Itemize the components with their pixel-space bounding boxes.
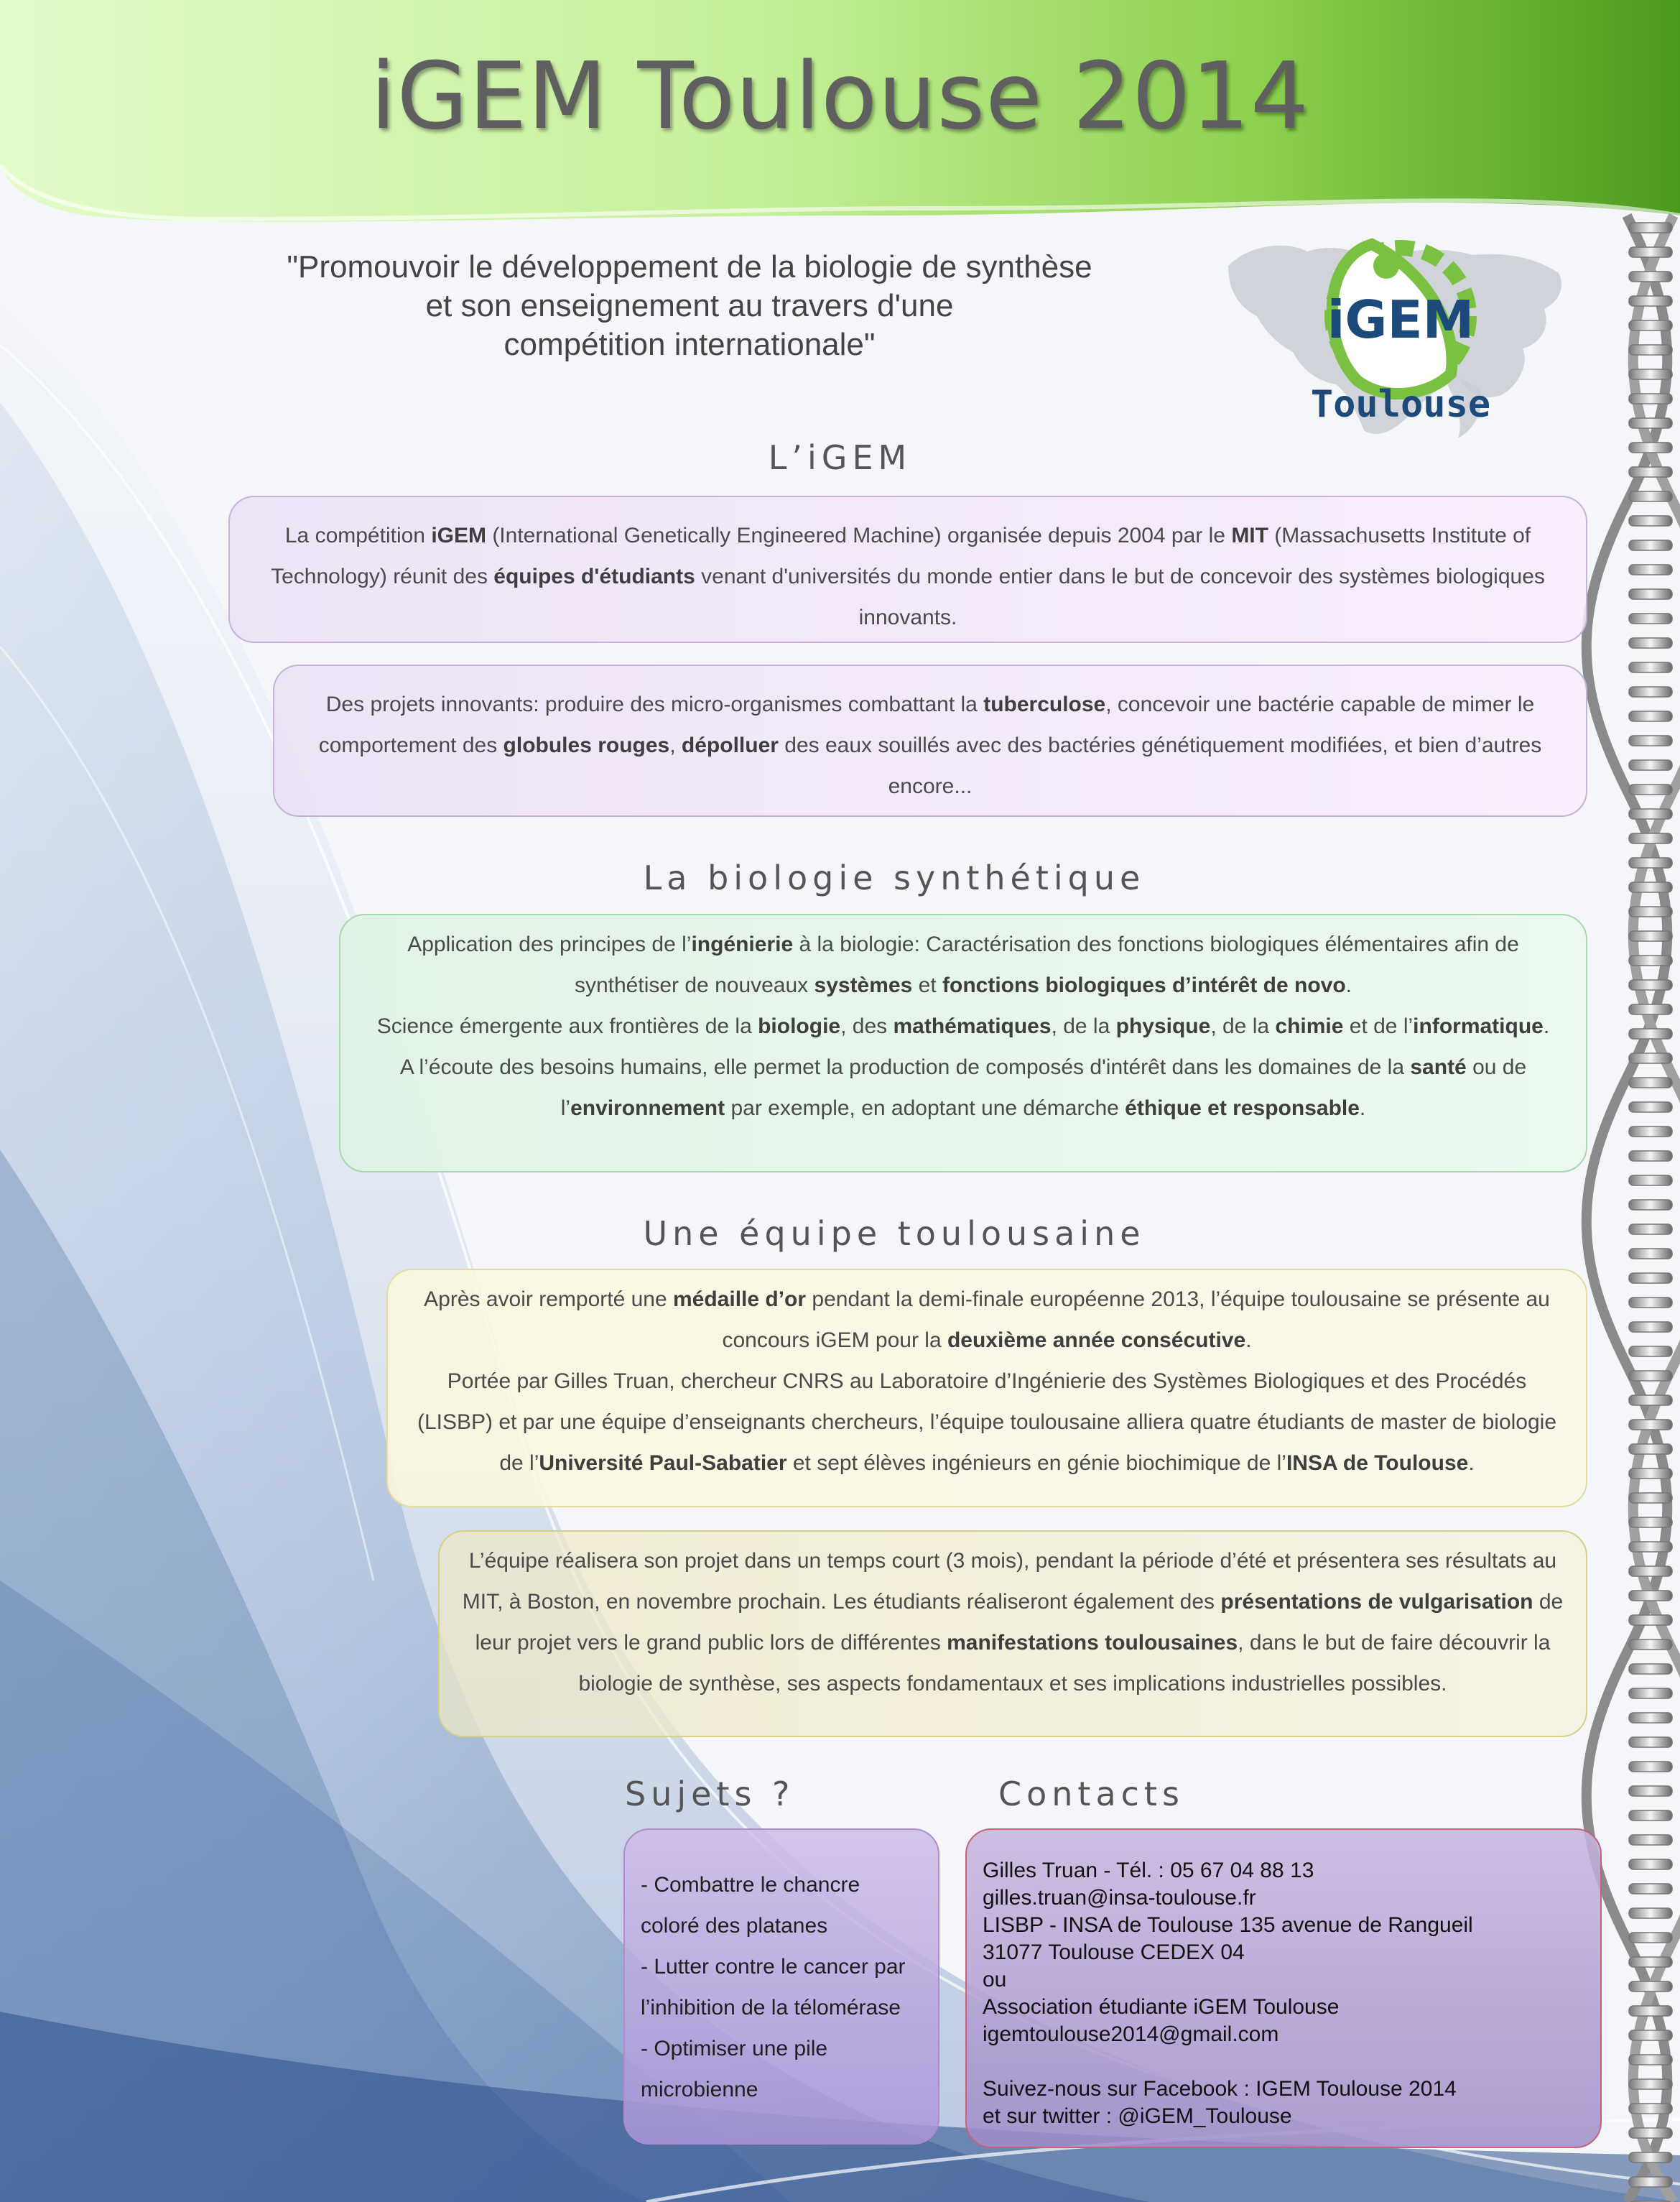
dna-rung — [1629, 491, 1672, 501]
bold-term: fonctions biologiques d’intérêt de novo — [942, 973, 1346, 997]
dna-rung — [1629, 1908, 1672, 1918]
dna-rung — [1629, 638, 1672, 648]
dna-rung — [1629, 1713, 1672, 1723]
dna-rung — [1629, 687, 1672, 697]
contact-line: Association étudiante iGEM Toulouse — [983, 1995, 1340, 2019]
bold-term: tuberculose — [983, 693, 1106, 716]
dna-rung — [1629, 345, 1672, 355]
dna-rung — [1629, 1664, 1672, 1674]
biology-para: Application des principes de l’ingénierie à la biologie: Caractérisation des fonctions biologiques élémentaires afin de synthétiser de nouveaux systèmes et fonctions biologiques d’intérêt de novo. — [407, 933, 1519, 997]
dna-rung — [1629, 1884, 1672, 1894]
section-heading-team: Une équipe toulousaine — [643, 1214, 1146, 1253]
igem-toulouse-logo — [1221, 223, 1580, 453]
bold-term: environnement — [570, 1096, 725, 1120]
dna-rung — [1629, 2177, 1672, 2187]
dna-rung — [1629, 247, 1672, 257]
bold-term: mathématiques — [893, 1014, 1052, 1038]
page-title: iGEM Toulouse 2014 — [370, 43, 1310, 150]
dna-rung — [1629, 833, 1672, 843]
bold-term: informatique — [1413, 1014, 1544, 1038]
dna-rung — [1629, 296, 1672, 306]
dna-rung — [1629, 565, 1672, 575]
contact-line: 31077 Toulouse CEDEX 04 — [983, 1940, 1245, 1964]
dna-rung — [1629, 320, 1672, 330]
dna-rung — [1629, 1151, 1672, 1161]
dna-rung — [1629, 1688, 1672, 1698]
dna-rung — [1629, 1835, 1672, 1845]
dna-rung — [1629, 1859, 1672, 1869]
dna-rung — [1629, 1468, 1672, 1479]
dna-rung — [1629, 1981, 1672, 1991]
quote-line: compétition internationale" — [503, 327, 876, 362]
dna-rung — [1629, 1639, 1672, 1650]
dna-rung — [1629, 785, 1672, 795]
dna-rung — [1629, 907, 1672, 917]
bold-term: santé — [1410, 1055, 1467, 1079]
bold-term: médaille d’or — [673, 1287, 807, 1311]
dna-rung — [1629, 2104, 1672, 2114]
dna-rung — [1629, 1200, 1672, 1210]
dna-rung — [1629, 2079, 1672, 2089]
dna-rung — [1629, 1175, 1672, 1185]
logo-igem-text: iGEM — [1327, 290, 1475, 350]
bold-term: dépolluer — [681, 734, 779, 757]
contact-spacer — [983, 2048, 1586, 2076]
dna-rung — [1629, 956, 1672, 966]
team-project-box — [438, 1530, 1587, 1737]
dna-rung — [1629, 1371, 1672, 1381]
team-para: Après avoir remporté une médaille d’or pendant la demi-finale européenne 2013, l’équipe toulousaine se présente au concours iGEM pour la deuxième année consécutive. — [424, 1287, 1550, 1352]
dna-rung — [1629, 1322, 1672, 1332]
dna-rung — [1629, 1762, 1672, 1772]
dna-rung — [1629, 1420, 1672, 1430]
bold-term: systèmes — [814, 973, 913, 997]
biology-para: A l’écoute des besoins humains, elle permet la production de composés d'intérêt dans les domaines de la santé ou de l’environnement par exemple, en adoptant une démarche éthique et responsable. — [399, 1055, 1527, 1120]
team-box — [386, 1269, 1587, 1507]
biology-para: Science émergente aux frontières de la biologie, des mathématiques, de la physique, de la chimie et de l’informatique. — [376, 1014, 1550, 1038]
igem-intro-text: La compétition iGEM (International Genetically Engineered Machine) organisée depuis 2004 par le MIT (Massachusetts Institute of Technology) réunit des équipes d'étudiants venant d'universités du monde entier dans le but de concevoir des systèmes biologiques innovants. — [271, 524, 1545, 629]
section-heading-sujets: Sujets ? — [625, 1775, 795, 1813]
contact-email-link[interactable]: igemtoulouse2014@gmail.com — [983, 2022, 1279, 2046]
quote-line: "Promouvoir le développement de la biologie de synthèse — [287, 249, 1092, 284]
dna-rung — [1629, 1297, 1672, 1308]
dna-rung — [1629, 369, 1672, 379]
dna-rung — [1629, 1273, 1672, 1283]
dna-rung — [1629, 272, 1672, 282]
dna-rung — [1629, 1810, 1672, 1821]
dna-rung — [1629, 662, 1672, 672]
biology-box — [339, 914, 1587, 1172]
igem-projects-text: Des projets innovants: produire des micro-organismes combattant la tuberculose, concevoir une bactérie capable de mimer le comportement des globules rouges, dépolluer des eaux souillés avec des bactéries génétiquement modifiées, et bien d’autres encore... — [318, 693, 1542, 798]
contact-facebook-link[interactable]: Suivez-nous sur Facebook : IGEM Toulouse 2014 — [983, 2077, 1457, 2101]
dna-rung — [1629, 1102, 1672, 1112]
dna-rung — [1629, 540, 1672, 550]
dna-rung — [1629, 2128, 1672, 2138]
team-project-text: L’équipe réalisera son projet dans un temps court (3 mois), pendant la période d’été et présentera ses résultats au MIT, à Boston, en novembre prochain. Les étudiants réaliseront également des présentations de vulgarisation de leur projet vers le grand public lors de différentes manifestations toulousaines, dans le but de faire découvrir la biologie de synthèse, ses aspects fondamentaux et ses implications industrielles possibles. — [462, 1549, 1564, 1696]
dna-rung — [1629, 809, 1672, 819]
dna-rung — [1629, 1004, 1672, 1014]
bold-term: INSA de Toulouse — [1286, 1451, 1469, 1475]
team-para: Portée par Gilles Truan, chercheur CNRS au Laboratoire d’Ingénierie des Systèmes Biologiques et des Procédés (LISBP) et par une équipe d’enseignants chercheurs, l’équipe toulousaine alliera quatre étudiants de master de biologie de l’Université Paul-Sabatier et sept élèves ingénieurs en génie biochimique de l’INSA de Toulouse. — [417, 1369, 1557, 1475]
dna-rung — [1629, 1493, 1672, 1503]
dna-rung — [1629, 1053, 1672, 1063]
logo-city-text: Toulouse — [1310, 383, 1491, 426]
bold-term: présentations de vulgarisation — [1220, 1590, 1533, 1614]
bold-term: MIT — [1231, 524, 1268, 547]
dna-rung — [1629, 516, 1672, 526]
dna-rung — [1629, 736, 1672, 746]
bold-term: chimie — [1275, 1014, 1344, 1038]
bold-term: ingénierie — [691, 933, 794, 956]
section-heading-contacts: Contacts — [998, 1775, 1184, 1813]
dna-rung — [1629, 614, 1672, 624]
bold-term: deuxième année consécutive — [947, 1328, 1246, 1352]
dna-rung — [1629, 1566, 1672, 1576]
dna-rung — [1629, 1444, 1672, 1454]
igem-projects-box — [273, 665, 1587, 817]
dna-rung — [1629, 1078, 1672, 1088]
contact-twitter-link[interactable]: et sur twitter : @iGEM_Toulouse — [983, 2104, 1292, 2128]
bold-term: équipes d'étudiants — [493, 565, 695, 588]
dna-rung — [1629, 1933, 1672, 1943]
sujet-item: - Optimiser une pile microbienne — [641, 2037, 828, 2101]
dna-rung — [1629, 1591, 1672, 1601]
dna-rung — [1629, 1127, 1672, 1137]
mission-quote — [215, 248, 1164, 364]
bold-term: physique — [1115, 1014, 1211, 1038]
dna-rung — [1629, 1517, 1672, 1527]
igem-intro-box — [228, 496, 1587, 643]
bold-term: éthique et responsable — [1125, 1096, 1360, 1120]
dna-rung — [1629, 418, 1672, 428]
dna-rung — [1629, 980, 1672, 990]
dna-rung — [1629, 1615, 1672, 1625]
dna-rung — [1629, 1395, 1672, 1405]
dna-rung — [1629, 2006, 1672, 2016]
sujets-box — [623, 1828, 939, 2145]
contact-line: LISBP - INSA de Toulouse 135 avenue de Rangueil — [983, 1913, 1473, 1937]
dna-rung — [1629, 1542, 1672, 1552]
dna-rung — [1629, 2152, 1672, 2162]
bold-term: biologie — [758, 1014, 841, 1038]
dna-rung — [1629, 1786, 1672, 1796]
dna-rung — [1629, 394, 1672, 404]
sujet-item: - Combattre le chancre coloré des platanes — [641, 1873, 860, 1938]
bold-term: globules rouges — [503, 734, 670, 757]
dna-rung — [1629, 760, 1672, 770]
dna-rung — [1629, 1029, 1672, 1039]
dna-rung — [1629, 2055, 1672, 2065]
contacts-box — [965, 1828, 1602, 2148]
bold-term: iGEM — [431, 524, 486, 547]
dna-rung — [1629, 931, 1672, 941]
contact-line: Gilles Truan - Tél. : 05 67 04 88 13 — [983, 1859, 1314, 1882]
bold-term: Université Paul-Sabatier — [539, 1451, 787, 1475]
sujet-item: - Lutter contre le cancer par l’inhibition de la télomérase — [641, 1955, 906, 2020]
dna-rung — [1629, 1737, 1672, 1747]
quote-line: et son enseignement au travers d'une — [425, 288, 954, 323]
dna-rung — [1629, 1346, 1672, 1356]
dna-rung — [1629, 1957, 1672, 1967]
bold-term: manifestations toulousaines — [947, 1631, 1238, 1655]
dna-rung — [1629, 2030, 1672, 2040]
contact-line: ou — [983, 1968, 1007, 1991]
dna-rung — [1629, 711, 1672, 721]
section-heading-igem: L’iGEM — [768, 438, 912, 477]
contact-email-link[interactable]: gilles.truan@insa-toulouse.fr — [983, 1886, 1256, 1910]
section-heading-biology: La biologie synthétique — [643, 859, 1146, 897]
dna-rung — [1629, 223, 1672, 233]
dna-rung — [1629, 589, 1672, 599]
